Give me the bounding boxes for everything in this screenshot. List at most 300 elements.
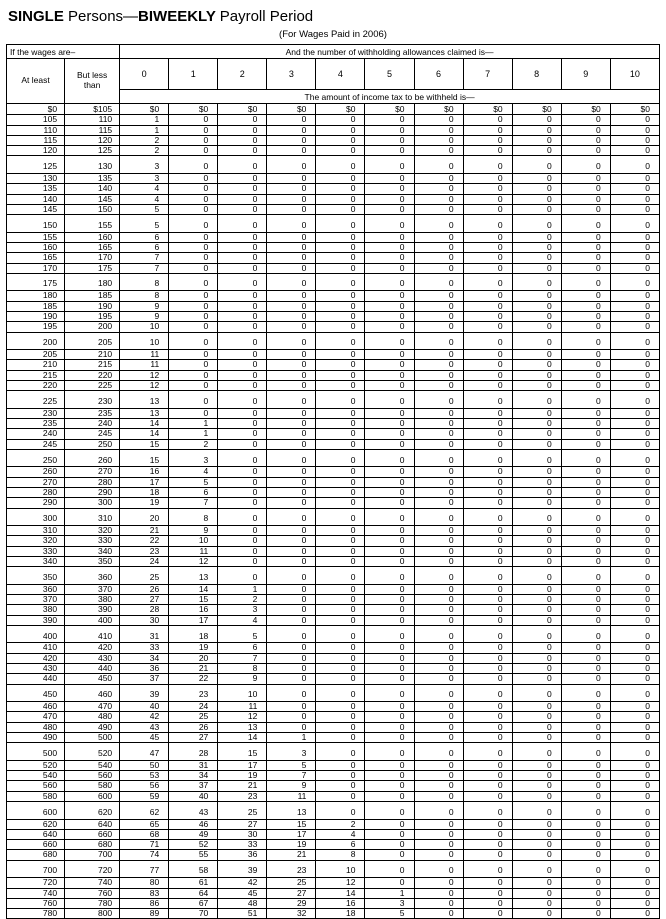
cell-withholding-1: 0 xyxy=(169,204,218,214)
table-row xyxy=(7,625,660,643)
cell-withholding-0: 17 xyxy=(120,477,169,487)
table-body xyxy=(7,104,660,919)
cell-withholding-4: 0 xyxy=(316,722,365,732)
cell-withholding-5: 0 xyxy=(365,449,414,467)
cell-withholding-0: 2 xyxy=(120,146,169,156)
cell-but-less-than: 205 xyxy=(65,332,120,350)
cell-withholding-4: 0 xyxy=(316,791,365,801)
cell-withholding-2: 39 xyxy=(218,860,267,878)
cell-withholding-4: 0 xyxy=(316,615,365,625)
cell-withholding-5: 0 xyxy=(365,653,414,663)
cell-at-least: 740 xyxy=(7,888,65,898)
subtitle: (For Wages Paid in 2006) xyxy=(279,29,387,40)
cell-withholding-3: 32 xyxy=(267,909,316,919)
cell-withholding-5: 0 xyxy=(365,508,414,526)
cell-withholding-4: 0 xyxy=(316,332,365,350)
cell-withholding-10: 0 xyxy=(610,702,659,712)
cell-at-least: 120 xyxy=(7,146,65,156)
cell-withholding-0: 40 xyxy=(120,702,169,712)
cell-but-less-than: 235 xyxy=(65,408,120,418)
cell-withholding-6: 0 xyxy=(414,146,463,156)
table-row xyxy=(7,536,660,546)
cell-withholding-5: 0 xyxy=(365,584,414,594)
cell-withholding-0: 65 xyxy=(120,819,169,829)
cell-withholding-10: 0 xyxy=(610,419,659,429)
cell-withholding-5: 0 xyxy=(365,173,414,183)
header-at-least: At least xyxy=(7,59,65,104)
cell-withholding-9: 0 xyxy=(561,449,610,467)
cell-withholding-5: 0 xyxy=(365,184,414,194)
cell-withholding-10: 0 xyxy=(610,653,659,663)
cell-withholding-4: 0 xyxy=(316,702,365,712)
cell-withholding-2: 0 xyxy=(218,526,267,536)
table-row xyxy=(7,802,660,820)
cell-withholding-5: 0 xyxy=(365,712,414,722)
cell-withholding-3: 0 xyxy=(267,360,316,370)
cell-withholding-5: 0 xyxy=(365,232,414,242)
cell-but-less-than: 140 xyxy=(65,184,120,194)
cell-but-less-than: 180 xyxy=(65,273,120,291)
cell-withholding-6: 0 xyxy=(414,909,463,919)
cell-but-less-than: 400 xyxy=(65,615,120,625)
cell-withholding-0: 77 xyxy=(120,860,169,878)
cell-withholding-5: 0 xyxy=(365,819,414,829)
cell-withholding-3: 0 xyxy=(267,204,316,214)
cell-withholding-7: 0 xyxy=(463,449,512,467)
cell-withholding-10: 0 xyxy=(610,429,659,439)
cell-withholding-2: 0 xyxy=(218,370,267,380)
cell-withholding-7: 0 xyxy=(463,526,512,536)
header-allowance-0: 0 xyxy=(120,59,169,90)
header-allowance-5: 5 xyxy=(365,59,414,90)
cell-withholding-1: $0 xyxy=(169,104,218,115)
table-row xyxy=(7,674,660,684)
cell-withholding-9: $0 xyxy=(561,104,610,115)
cell-withholding-1: 0 xyxy=(169,332,218,350)
cell-withholding-9: 0 xyxy=(561,467,610,477)
cell-withholding-10: 0 xyxy=(610,156,659,174)
cell-withholding-4: 0 xyxy=(316,184,365,194)
cell-but-less-than: 760 xyxy=(65,888,120,898)
cell-withholding-8: 0 xyxy=(512,615,561,625)
cell-withholding-8: 0 xyxy=(512,273,561,291)
cell-withholding-6: 0 xyxy=(414,408,463,418)
cell-at-least: 210 xyxy=(7,360,65,370)
cell-withholding-4: 0 xyxy=(316,508,365,526)
cell-but-less-than: 340 xyxy=(65,546,120,556)
cell-withholding-4: 0 xyxy=(316,546,365,556)
cell-withholding-3: 0 xyxy=(267,526,316,536)
header-wages: If the wages are– xyxy=(7,45,120,59)
cell-withholding-7: 0 xyxy=(463,204,512,214)
cell-withholding-9: 0 xyxy=(561,242,610,252)
cell-withholding-5: 0 xyxy=(365,850,414,860)
cell-withholding-0: 13 xyxy=(120,391,169,409)
cell-withholding-1: 6 xyxy=(169,488,218,498)
cell-but-less-than: 135 xyxy=(65,173,120,183)
cell-withholding-3: 17 xyxy=(267,829,316,839)
cell-withholding-4: 0 xyxy=(316,526,365,536)
cell-withholding-10: 0 xyxy=(610,194,659,204)
cell-withholding-3: 0 xyxy=(267,215,316,233)
cell-withholding-9: 0 xyxy=(561,301,610,311)
cell-withholding-10: 0 xyxy=(610,391,659,409)
cell-withholding-3: 0 xyxy=(267,291,316,301)
cell-withholding-4: 0 xyxy=(316,771,365,781)
cell-withholding-3: $0 xyxy=(267,104,316,115)
table-row xyxy=(7,350,660,360)
cell-withholding-8: 0 xyxy=(512,605,561,615)
cell-but-less-than: 310 xyxy=(65,508,120,526)
cell-withholding-6: 0 xyxy=(414,684,463,702)
cell-but-less-than: 320 xyxy=(65,526,120,536)
cell-withholding-9: 0 xyxy=(561,743,610,761)
cell-withholding-0: 80 xyxy=(120,878,169,888)
cell-withholding-0: 71 xyxy=(120,840,169,850)
cell-withholding-9: 0 xyxy=(561,702,610,712)
cell-at-least: 360 xyxy=(7,584,65,594)
table-row xyxy=(7,419,660,429)
cell-withholding-4: 0 xyxy=(316,204,365,214)
cell-withholding-3: 0 xyxy=(267,595,316,605)
table-row xyxy=(7,311,660,321)
cell-but-less-than: 130 xyxy=(65,156,120,174)
cell-withholding-1: 11 xyxy=(169,546,218,556)
cell-withholding-2: 0 xyxy=(218,146,267,156)
cell-but-less-than: 420 xyxy=(65,643,120,653)
cell-withholding-5: 0 xyxy=(365,860,414,878)
table-row xyxy=(7,888,660,898)
cell-withholding-7: 0 xyxy=(463,615,512,625)
cell-withholding-10: 0 xyxy=(610,909,659,919)
cell-but-less-than: 600 xyxy=(65,791,120,801)
cell-withholding-5: 0 xyxy=(365,488,414,498)
cell-withholding-10: 0 xyxy=(610,311,659,321)
cell-withholding-10: 0 xyxy=(610,263,659,273)
cell-withholding-4: 10 xyxy=(316,860,365,878)
cell-withholding-9: 0 xyxy=(561,125,610,135)
cell-withholding-2: 2 xyxy=(218,595,267,605)
cell-withholding-10: 0 xyxy=(610,860,659,878)
cell-withholding-5: 0 xyxy=(365,253,414,263)
cell-withholding-3: 0 xyxy=(267,546,316,556)
cell-but-less-than: 410 xyxy=(65,625,120,643)
cell-withholding-1: 0 xyxy=(169,125,218,135)
cell-withholding-2: 0 xyxy=(218,360,267,370)
cell-withholding-7: 0 xyxy=(463,653,512,663)
cell-but-less-than: 175 xyxy=(65,263,120,273)
cell-withholding-9: 0 xyxy=(561,712,610,722)
cell-withholding-4: 0 xyxy=(316,557,365,567)
cell-withholding-1: 0 xyxy=(169,360,218,370)
cell-withholding-8: 0 xyxy=(512,643,561,653)
cell-withholding-0: 16 xyxy=(120,467,169,477)
cell-withholding-3: 0 xyxy=(267,115,316,125)
cell-but-less-than: 270 xyxy=(65,467,120,477)
cell-withholding-1: 0 xyxy=(169,135,218,145)
cell-withholding-5: 3 xyxy=(365,898,414,908)
title-biweekly: BIWEEKLY xyxy=(138,8,216,25)
cell-withholding-9: 0 xyxy=(561,370,610,380)
cell-withholding-6: 0 xyxy=(414,605,463,615)
cell-withholding-0: 3 xyxy=(120,156,169,174)
cell-withholding-10: 0 xyxy=(610,322,659,332)
cell-withholding-2: 0 xyxy=(218,498,267,508)
cell-withholding-5: 0 xyxy=(365,301,414,311)
cell-withholding-4: 0 xyxy=(316,263,365,273)
cell-withholding-4: 6 xyxy=(316,840,365,850)
cell-withholding-7: 0 xyxy=(463,391,512,409)
cell-withholding-5: 0 xyxy=(365,467,414,477)
cell-at-least: 140 xyxy=(7,194,65,204)
cell-withholding-4: 0 xyxy=(316,408,365,418)
cell-withholding-0: 12 xyxy=(120,370,169,380)
cell-withholding-5: 0 xyxy=(365,840,414,850)
cell-withholding-4: 0 xyxy=(316,536,365,546)
cell-withholding-8: 0 xyxy=(512,888,561,898)
cell-withholding-6: 0 xyxy=(414,370,463,380)
cell-withholding-3: 0 xyxy=(267,301,316,311)
table-row xyxy=(7,508,660,526)
cell-at-least: 235 xyxy=(7,419,65,429)
cell-withholding-3: 23 xyxy=(267,860,316,878)
cell-withholding-6: 0 xyxy=(414,702,463,712)
cell-withholding-0: 7 xyxy=(120,263,169,273)
cell-withholding-9: 0 xyxy=(561,760,610,770)
cell-withholding-0: 34 xyxy=(120,653,169,663)
cell-withholding-9: 0 xyxy=(561,829,610,839)
cell-at-least: 290 xyxy=(7,498,65,508)
cell-withholding-4: 4 xyxy=(316,829,365,839)
cell-but-less-than: $105 xyxy=(65,104,120,115)
cell-withholding-6: 0 xyxy=(414,135,463,145)
cell-withholding-9: 0 xyxy=(561,878,610,888)
cell-withholding-5: 0 xyxy=(365,370,414,380)
table-row xyxy=(7,557,660,567)
cell-withholding-8: 0 xyxy=(512,467,561,477)
table-row xyxy=(7,781,660,791)
cell-but-less-than: 195 xyxy=(65,311,120,321)
cell-withholding-1: 55 xyxy=(169,850,218,860)
cell-withholding-3: 0 xyxy=(267,684,316,702)
cell-withholding-7: 0 xyxy=(463,643,512,653)
cell-withholding-5: $0 xyxy=(365,104,414,115)
cell-withholding-5: 5 xyxy=(365,909,414,919)
cell-withholding-8: 0 xyxy=(512,546,561,556)
cell-withholding-0: 18 xyxy=(120,488,169,498)
cell-withholding-1: 19 xyxy=(169,643,218,653)
cell-withholding-7: 0 xyxy=(463,156,512,174)
cell-withholding-9: 0 xyxy=(561,184,610,194)
cell-withholding-5: 0 xyxy=(365,664,414,674)
cell-withholding-1: 0 xyxy=(169,273,218,291)
cell-withholding-1: 0 xyxy=(169,242,218,252)
cell-withholding-9: 0 xyxy=(561,557,610,567)
cell-at-least: 205 xyxy=(7,350,65,360)
header-allowance-9: 9 xyxy=(561,59,610,90)
cell-withholding-4: 0 xyxy=(316,350,365,360)
cell-withholding-6: 0 xyxy=(414,419,463,429)
cell-withholding-2: 27 xyxy=(218,819,267,829)
cell-withholding-6: 0 xyxy=(414,888,463,898)
cell-withholding-5: 0 xyxy=(365,802,414,820)
cell-withholding-8: 0 xyxy=(512,712,561,722)
cell-withholding-6: 0 xyxy=(414,291,463,301)
cell-at-least: 185 xyxy=(7,301,65,311)
cell-withholding-0: 11 xyxy=(120,360,169,370)
cell-withholding-10: 0 xyxy=(610,332,659,350)
cell-withholding-4: 18 xyxy=(316,909,365,919)
cell-withholding-9: 0 xyxy=(561,253,610,263)
cell-at-least: 125 xyxy=(7,156,65,174)
cell-withholding-3: 27 xyxy=(267,888,316,898)
cell-withholding-7: 0 xyxy=(463,664,512,674)
cell-at-least: 280 xyxy=(7,488,65,498)
cell-withholding-0: 9 xyxy=(120,301,169,311)
cell-withholding-2: 51 xyxy=(218,909,267,919)
cell-at-least: 145 xyxy=(7,204,65,214)
cell-withholding-6: 0 xyxy=(414,546,463,556)
cell-withholding-8: 0 xyxy=(512,722,561,732)
cell-withholding-0: 83 xyxy=(120,888,169,898)
cell-withholding-3: 0 xyxy=(267,674,316,684)
cell-withholding-10: 0 xyxy=(610,232,659,242)
cell-at-least: 245 xyxy=(7,439,65,449)
table-row xyxy=(7,909,660,919)
cell-withholding-8: 0 xyxy=(512,311,561,321)
table-row xyxy=(7,253,660,263)
cell-withholding-2: 12 xyxy=(218,712,267,722)
cell-withholding-6: 0 xyxy=(414,332,463,350)
cell-withholding-5: 0 xyxy=(365,781,414,791)
cell-withholding-8: 0 xyxy=(512,625,561,643)
cell-but-less-than: 280 xyxy=(65,477,120,487)
cell-withholding-2: 0 xyxy=(218,488,267,498)
cell-withholding-10: 0 xyxy=(610,674,659,684)
cell-withholding-1: 27 xyxy=(169,733,218,743)
cell-withholding-0: 43 xyxy=(120,722,169,732)
cell-withholding-7: 0 xyxy=(463,557,512,567)
cell-withholding-0: 36 xyxy=(120,664,169,674)
cell-withholding-9: 0 xyxy=(561,625,610,643)
cell-withholding-6: 0 xyxy=(414,567,463,585)
cell-withholding-10: 0 xyxy=(610,146,659,156)
cell-withholding-10: 0 xyxy=(610,819,659,829)
cell-withholding-6: 0 xyxy=(414,360,463,370)
cell-withholding-6: $0 xyxy=(414,104,463,115)
cell-withholding-3: 0 xyxy=(267,380,316,390)
cell-withholding-5: 0 xyxy=(365,380,414,390)
cell-withholding-10: 0 xyxy=(610,781,659,791)
cell-withholding-4: 0 xyxy=(316,429,365,439)
cell-withholding-4: 0 xyxy=(316,595,365,605)
cell-withholding-6: 0 xyxy=(414,771,463,781)
cell-withholding-10: 0 xyxy=(610,684,659,702)
cell-withholding-1: 9 xyxy=(169,526,218,536)
cell-at-least: 560 xyxy=(7,781,65,791)
cell-withholding-0: 45 xyxy=(120,733,169,743)
cell-withholding-7: $0 xyxy=(463,104,512,115)
cell-but-less-than: 220 xyxy=(65,370,120,380)
cell-but-less-than: 115 xyxy=(65,125,120,135)
cell-withholding-2: 48 xyxy=(218,898,267,908)
cell-withholding-8: 0 xyxy=(512,898,561,908)
cell-but-less-than: 780 xyxy=(65,898,120,908)
cell-withholding-0: 6 xyxy=(120,242,169,252)
cell-withholding-4: 0 xyxy=(316,135,365,145)
cell-withholding-8: 0 xyxy=(512,194,561,204)
cell-withholding-0: 22 xyxy=(120,536,169,546)
cell-withholding-2: 9 xyxy=(218,674,267,684)
cell-withholding-3: 0 xyxy=(267,263,316,273)
table-row xyxy=(7,467,660,477)
cell-withholding-3: 15 xyxy=(267,819,316,829)
cell-withholding-5: 0 xyxy=(365,557,414,567)
cell-withholding-6: 0 xyxy=(414,194,463,204)
cell-withholding-4: 0 xyxy=(316,242,365,252)
cell-at-least: 150 xyxy=(7,215,65,233)
cell-withholding-4: 0 xyxy=(316,781,365,791)
cell-withholding-2: 36 xyxy=(218,850,267,860)
cell-withholding-8: 0 xyxy=(512,674,561,684)
cell-withholding-1: 8 xyxy=(169,508,218,526)
cell-withholding-8: 0 xyxy=(512,829,561,839)
cell-withholding-0: 1 xyxy=(120,115,169,125)
cell-withholding-6: 0 xyxy=(414,722,463,732)
cell-withholding-10: 0 xyxy=(610,733,659,743)
cell-withholding-1: 0 xyxy=(169,322,218,332)
header-but-less-than: But less than xyxy=(65,59,120,104)
cell-withholding-2: 14 xyxy=(218,733,267,743)
cell-withholding-1: 64 xyxy=(169,888,218,898)
cell-withholding-0: 59 xyxy=(120,791,169,801)
title-payroll-period: Payroll Period xyxy=(219,8,314,25)
cell-withholding-9: 0 xyxy=(561,263,610,273)
cell-withholding-0: 68 xyxy=(120,829,169,839)
cell-withholding-6: 0 xyxy=(414,380,463,390)
cell-withholding-5: 0 xyxy=(365,702,414,712)
cell-withholding-3: 0 xyxy=(267,567,316,585)
cell-but-less-than: 380 xyxy=(65,595,120,605)
cell-withholding-0: 20 xyxy=(120,508,169,526)
cell-withholding-9: 0 xyxy=(561,332,610,350)
cell-withholding-7: 0 xyxy=(463,322,512,332)
table-row xyxy=(7,860,660,878)
cell-withholding-3: 11 xyxy=(267,791,316,801)
cell-withholding-2: 0 xyxy=(218,508,267,526)
cell-withholding-9: 0 xyxy=(561,802,610,820)
cell-withholding-7: 0 xyxy=(463,595,512,605)
cell-but-less-than: 240 xyxy=(65,419,120,429)
page-title xyxy=(8,8,660,25)
cell-withholding-8: 0 xyxy=(512,508,561,526)
cell-withholding-4: 8 xyxy=(316,850,365,860)
table-row xyxy=(7,898,660,908)
table-row xyxy=(7,722,660,732)
cell-withholding-7: 0 xyxy=(463,419,512,429)
cell-at-least: 410 xyxy=(7,643,65,653)
cell-withholding-8: 0 xyxy=(512,498,561,508)
cell-withholding-0: 15 xyxy=(120,439,169,449)
cell-withholding-10: 0 xyxy=(610,135,659,145)
cell-withholding-7: 0 xyxy=(463,311,512,321)
cell-withholding-7: 0 xyxy=(463,584,512,594)
cell-withholding-1: 0 xyxy=(169,291,218,301)
cell-withholding-6: 0 xyxy=(414,781,463,791)
cell-withholding-8: 0 xyxy=(512,115,561,125)
cell-withholding-4: 12 xyxy=(316,878,365,888)
table-row xyxy=(7,702,660,712)
